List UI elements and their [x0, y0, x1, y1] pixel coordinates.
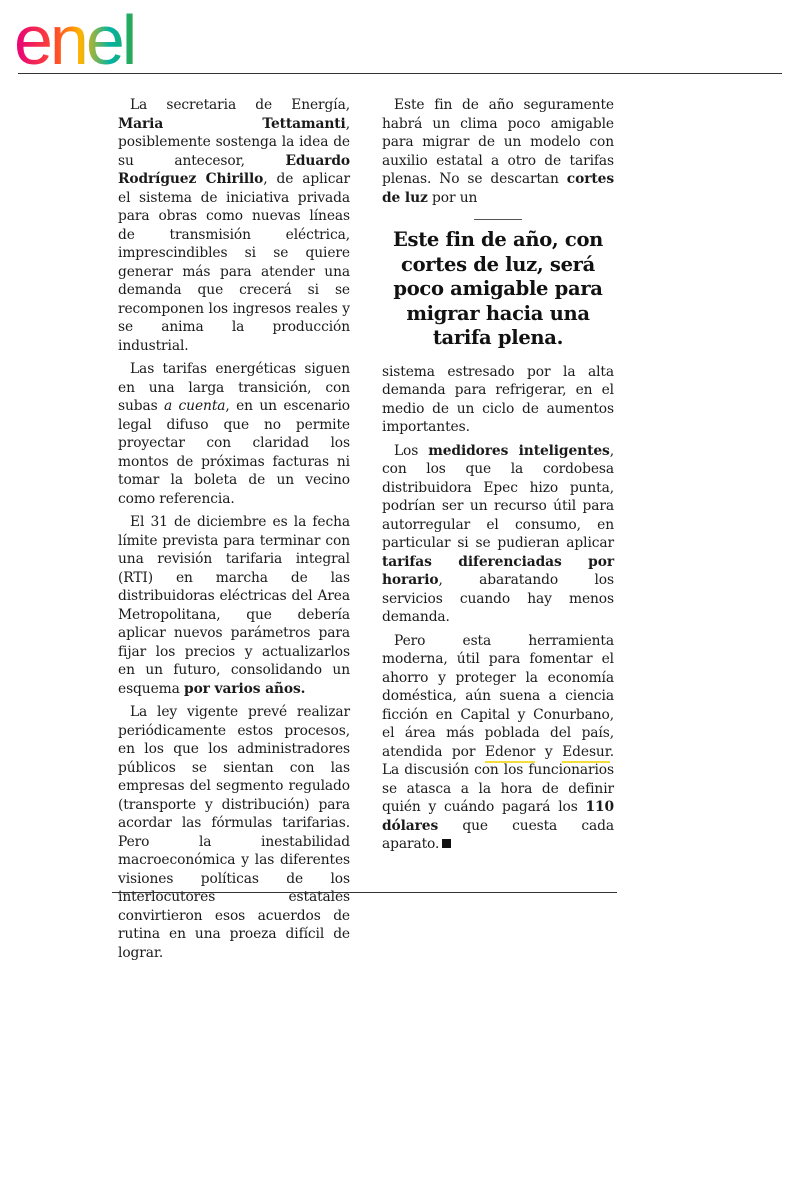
article-paragraph — [382, 363, 614, 437]
pull-quote-rule — [474, 219, 522, 220]
footer-rule — [112, 892, 617, 893]
article-paragraph — [382, 442, 614, 627]
article-paragraph — [382, 632, 614, 854]
bold-phrase: cortes de luz — [382, 171, 614, 206]
bold-phrase: 110 dólares — [382, 799, 614, 834]
text-run: y — [535, 743, 563, 760]
enel-logo-text: enel — [14, 6, 135, 72]
pull-quote: Este fin de año, con cortes de luz, será poco amigable para migrar hacia una tarifa plena. — [392, 228, 604, 349]
italic-phrase: a cuenta — [164, 398, 226, 414]
article-paragraph — [118, 360, 350, 508]
right-column-top — [382, 96, 614, 207]
article-paragraph — [118, 703, 350, 962]
text-run: La ley vigente prevé realizar periódicamente estos procesos, en los que los administradores públicos se sientan con las empresas del segmento regulado (transporte y distribución) para acordar las fórmulas tarifarias. Pero la inestabilidad macroeconómica y las diferentes visiones políticas de los interlocutores estatales convirtieron esos acuerdos de rutina en una proeza difícil de lograr. — [118, 704, 350, 961]
bold-phrase: medidores inteligentes — [428, 442, 610, 459]
text-run: por un — [427, 189, 478, 206]
article-column-right — [382, 96, 614, 859]
text-run: , en un escenario legal difuso que no permite proyectar con claridad los montos de próximas facturas ni tomar la boleta de un vecino como referencia. — [118, 398, 350, 507]
text-run: Pero esta herramienta moderna, útil para fomentar el ahorro y proteger la economía doméstica, aún suena a ciencia ficción en Capital y Conurbano, el área más poblada del país, atendida por — [382, 632, 614, 760]
text-run: Este fin de año seguramente habrá un clima poco amigable para migrar de un modelo con auxilio estatal a otro de tarifas plenas. No se descartan — [382, 97, 614, 187]
bold-phrase: por varios años. — [184, 680, 306, 697]
end-mark-icon — [442, 839, 451, 848]
highlighted-name: Edesur — [562, 744, 610, 763]
article-paragraph — [382, 96, 614, 207]
bold-phrase: Eduardo Rodríguez Chirillo — [118, 152, 350, 187]
header-rule — [18, 73, 782, 74]
text-run: La secretaria de Energía, — [130, 97, 350, 113]
right-column-bottom — [382, 363, 614, 854]
article-column-left — [118, 96, 350, 967]
enel-logo — [14, 6, 180, 72]
text-run: , de aplicar el sistema de iniciativa privada para obras como nuevas líneas de transmisión eléctrica, imprescindibles si se quiere generar más para atender una demanda que crecerá si se recomponen los ingresos reales y se anima la producción industrial. — [118, 171, 350, 354]
text-run: , posiblemente sostenga la idea de su antecesor, — [118, 115, 350, 169]
article-paragraph — [118, 513, 350, 698]
bold-phrase: Maria Tettamanti — [118, 115, 346, 132]
text-run: El 31 de diciembre es la fecha límite prevista para terminar con una revisión tarifaria integral (RTI) en marcha de las distribuidoras eléctricas del Area Metropolitana, que debería aplicar nuevos parámetros para fijar los precios y actualizarlos en un futuro, consolidando un esquema — [118, 514, 350, 697]
text-run: , abaratando los servicios cuando hay menos demanda. — [382, 572, 614, 625]
highlighted-name: Edenor — [485, 744, 535, 763]
article-paragraph — [118, 96, 350, 355]
text-run: que cuesta cada aparato. — [382, 817, 614, 852]
text-run: . La discusión con los funcionarios se atasca a la hora de definir quién y cuándo pagará los — [382, 743, 614, 815]
text-run: Las tarifas energéticas siguen en una larga transición, con subas — [118, 361, 350, 414]
bold-phrase: tarifas diferenciadas por horario — [382, 553, 614, 588]
text-run: , con los que la cordobesa distribuidora Epec hizo punta, podrían ser un recurso útil para autorregular el consumo, en particular si se pudieran aplicar — [382, 442, 614, 551]
text-run: sistema estresado por la alta demanda para refrigerar, en el medio de un ciclo de aumentos importantes. — [382, 363, 614, 435]
text-run: Los — [394, 442, 429, 459]
